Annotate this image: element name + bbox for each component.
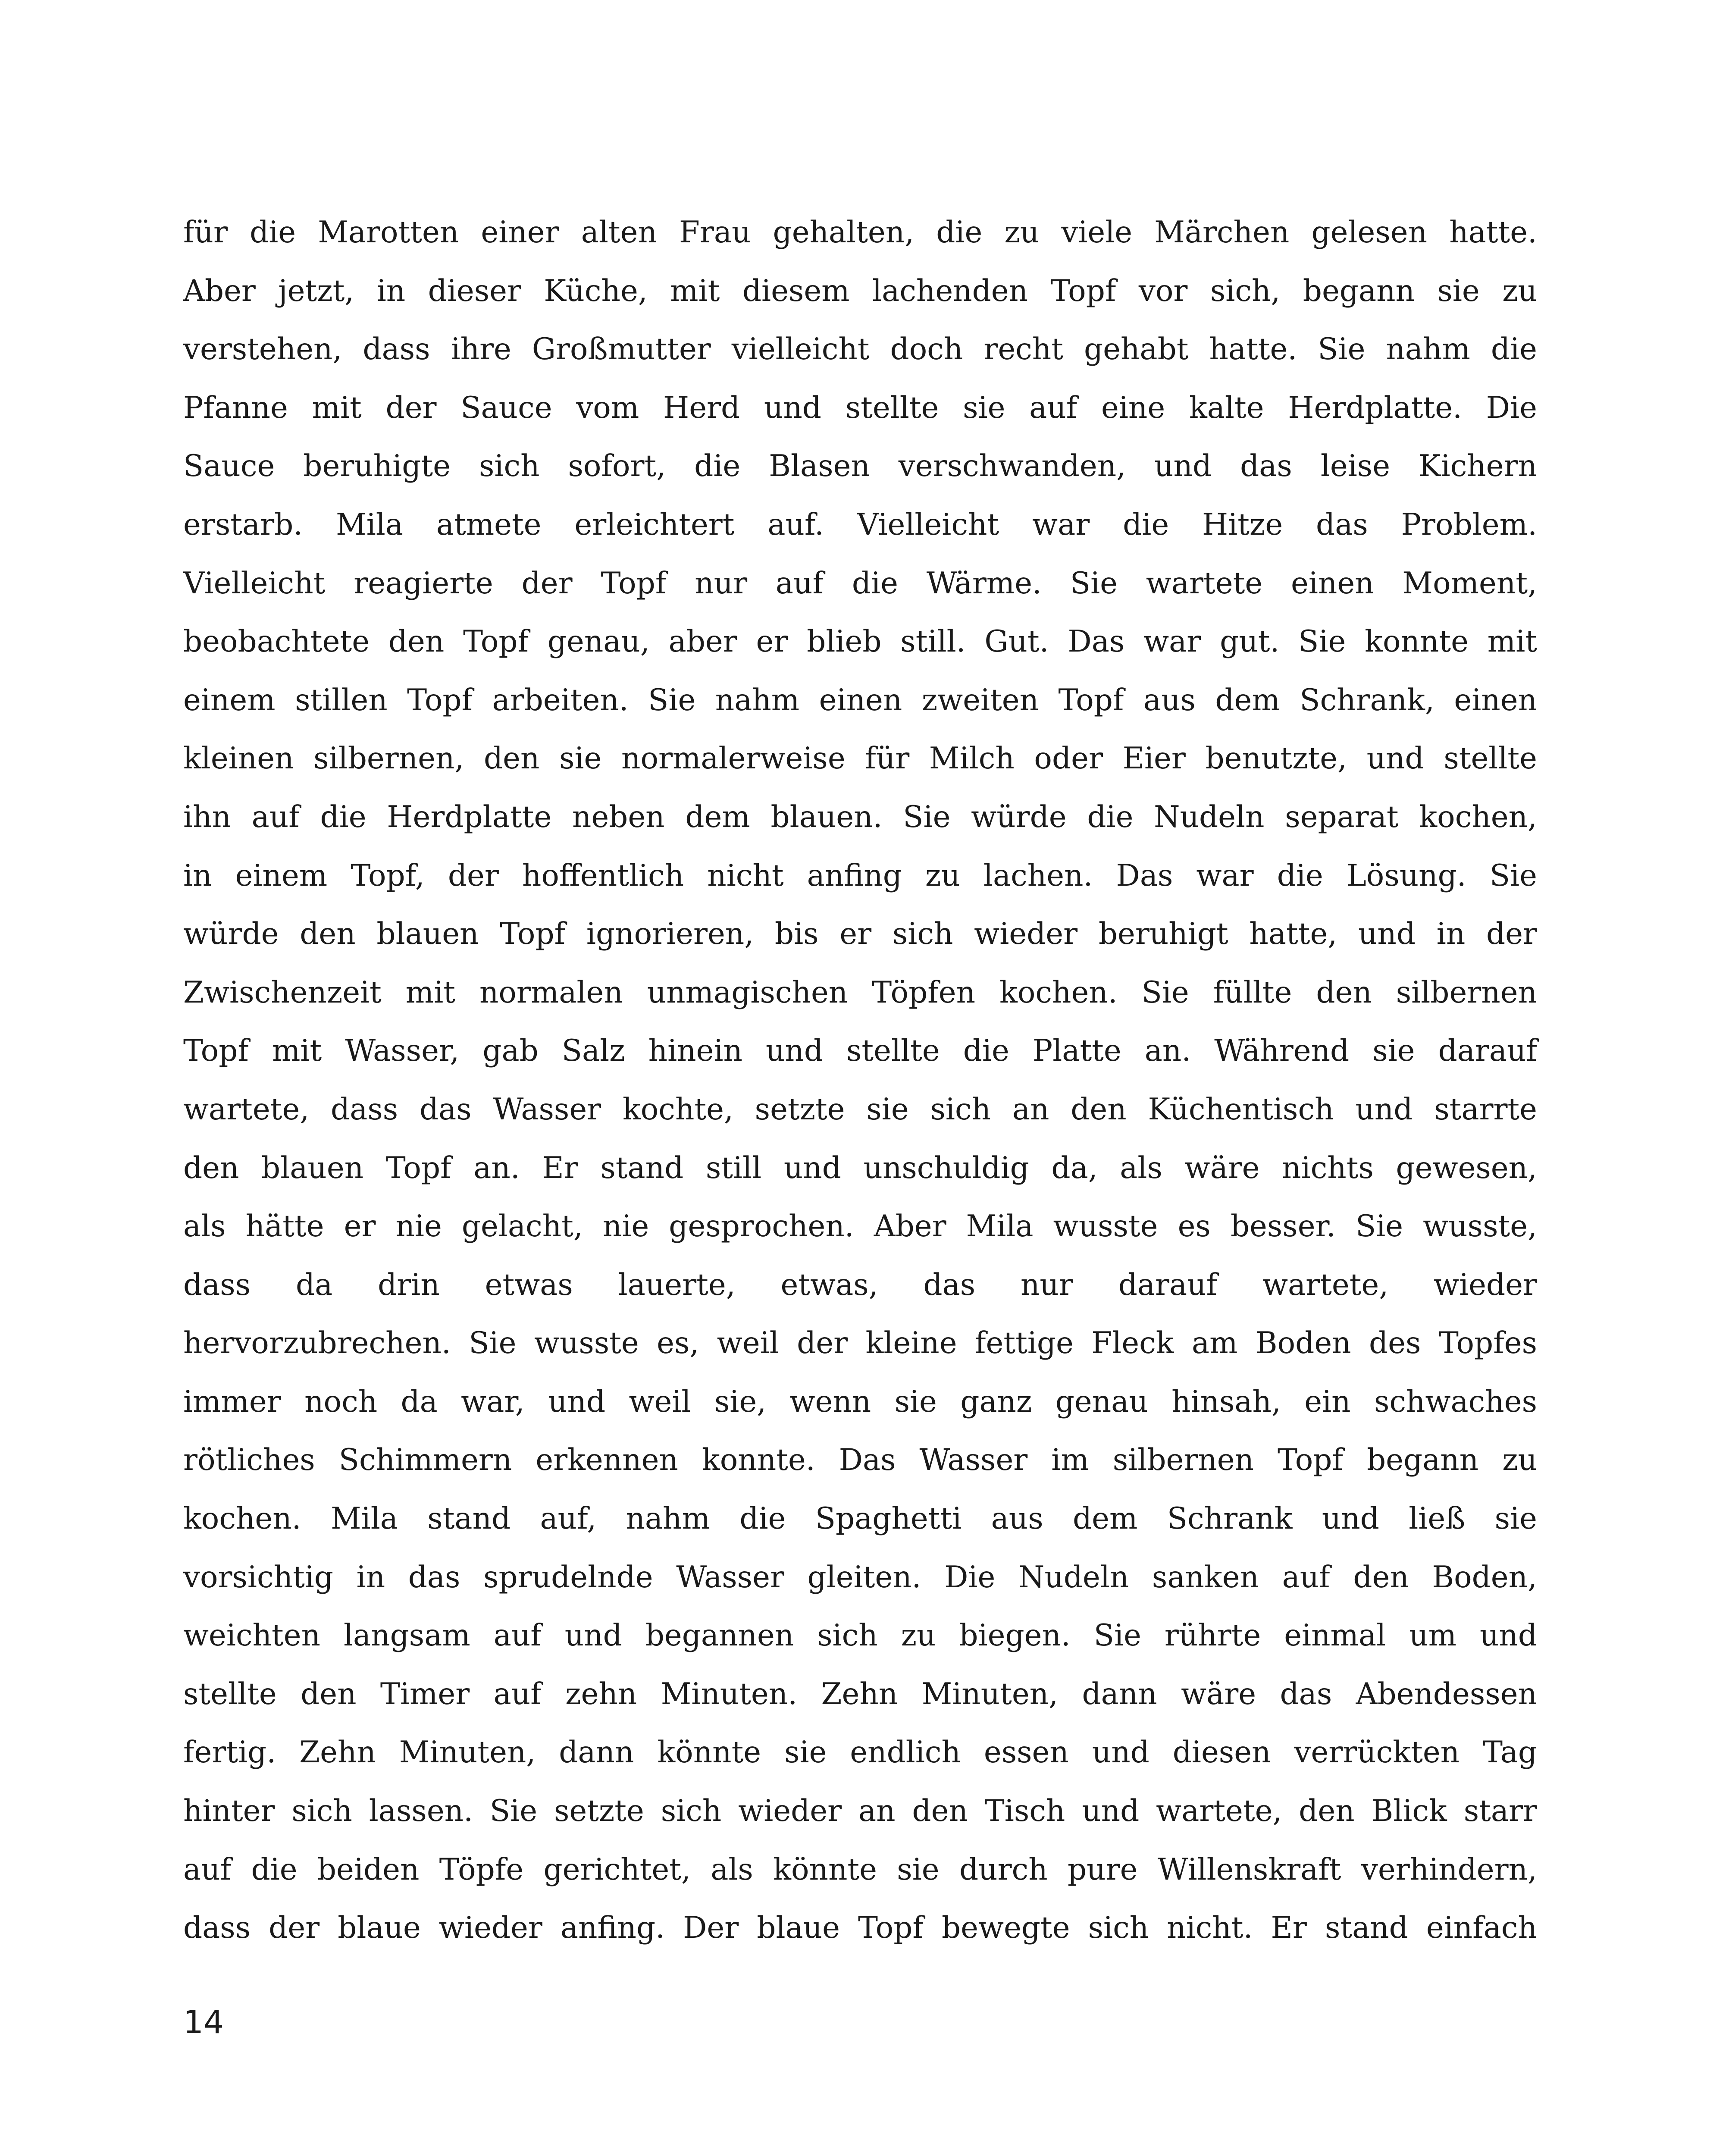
text-line: als hätte er nie gelacht, nie gesprochen. Aber Mila wusste es besser. Sie wusste, — [183, 1209, 1537, 1244]
text-line: auf die beiden Töpfe gerichtet, als könnte sie durch pure Willenskraft verhindern, — [183, 1852, 1537, 1887]
text-line: Zwischenzeit mit normalen unmagischen Töpfen kochen. Sie füllte den silbernen — [183, 975, 1537, 1010]
text-line: einem stillen Topf arbeiten. Sie nahm einen zweiten Topf aus dem Schrank, einen — [183, 683, 1537, 718]
text-line: immer noch da war, und weil sie, wenn sie ganz genau hinsah, ein schwaches — [183, 1384, 1537, 1419]
page-number: 14 — [183, 2004, 224, 2041]
text-line: Aber jetzt, in dieser Küche, mit diesem lachenden Topf vor sich, begann sie zu — [183, 273, 1537, 308]
text-line: Topf mit Wasser, gab Salz hinein und stellte die Platte an. Während sie darauf — [183, 1034, 1537, 1069]
text-line: Pfanne mit der Sauce vom Herd und stellte sie auf eine kalte Herdplatte. Die — [183, 390, 1537, 425]
text-line: erstarb. Mila atmete erleichtert auf. Vielleicht war die Hitze das Problem. — [183, 507, 1537, 542]
text-line: hinter sich lassen. Sie setzte sich wieder an den Tisch und wartete, den Blick starr — [183, 1794, 1537, 1829]
text-line: verstehen, dass ihre Großmutter vielleicht doch recht gehabt hatte. Sie nahm die — [183, 332, 1537, 367]
text-line: ihn auf die Herdplatte neben dem blauen. Sie würde die Nudeln separat kochen, — [183, 799, 1537, 834]
text-line: würde den blauen Topf ignorieren, bis er sich wieder beruhigt hatte, und in der — [183, 917, 1537, 952]
text-line: weichten langsam auf und begannen sich zu biegen. Sie rührte einmal um und — [183, 1618, 1537, 1653]
text-line: den blauen Topf an. Er stand still und unschuldig da, als wäre nichts gewesen, — [183, 1150, 1537, 1185]
text-line: rötliches Schimmern erkennen konnte. Das Wasser im silbernen Topf begann zu — [183, 1443, 1537, 1478]
text-line: dass der blaue wieder anfing. Der blaue Topf bewegte sich nicht. Er stand einfach — [183, 1911, 1537, 1946]
text-line: Vielleicht reagierte der Topf nur auf die Wärme. Sie wartete einen Moment, — [183, 566, 1537, 601]
text-line: kochen. Mila stand auf, nahm die Spaghetti aus dem Schrank und ließ sie — [183, 1501, 1537, 1536]
text-line: hervorzubrechen. Sie wusste es, weil der kleine fettige Fleck am Boden des Topfes — [183, 1326, 1537, 1361]
text-line: wartete, dass das Wasser kochte, setzte sie sich an den Küchentisch und starrte — [183, 1092, 1537, 1127]
text-line: Sauce beruhigte sich sofort, die Blasen verschwanden, und das leise Kichern — [183, 449, 1537, 484]
text-line: dass da drin etwas lauerte, etwas, das nur darauf wartete, wieder — [183, 1267, 1537, 1302]
text-line: beobachtete den Topf genau, aber er blieb still. Gut. Das war gut. Sie konnte mit — [183, 624, 1537, 659]
text-line: fertig. Zehn Minuten, dann könnte sie endlich essen und diesen verrückten Tag — [183, 1735, 1537, 1770]
text-line: kleinen silbernen, den sie normalerweise für Milch oder Eier benutzte, und stellte — [183, 741, 1537, 776]
text-line: für die Marotten einer alten Frau gehalten, die zu viele Märchen gelesen hatte. — [183, 215, 1537, 250]
text-line: in einem Topf, der hoffentlich nicht anfing zu lachen. Das war die Lösung. Sie — [183, 858, 1537, 893]
text-line: vorsichtig in das sprudelnde Wasser gleiten. Die Nudeln sanken auf den Boden, — [183, 1560, 1537, 1595]
text-line: stellte den Timer auf zehn Minuten. Zehn Minuten, dann wäre das Abendessen — [183, 1677, 1537, 1711]
body-text — [183, 204, 1537, 1958]
